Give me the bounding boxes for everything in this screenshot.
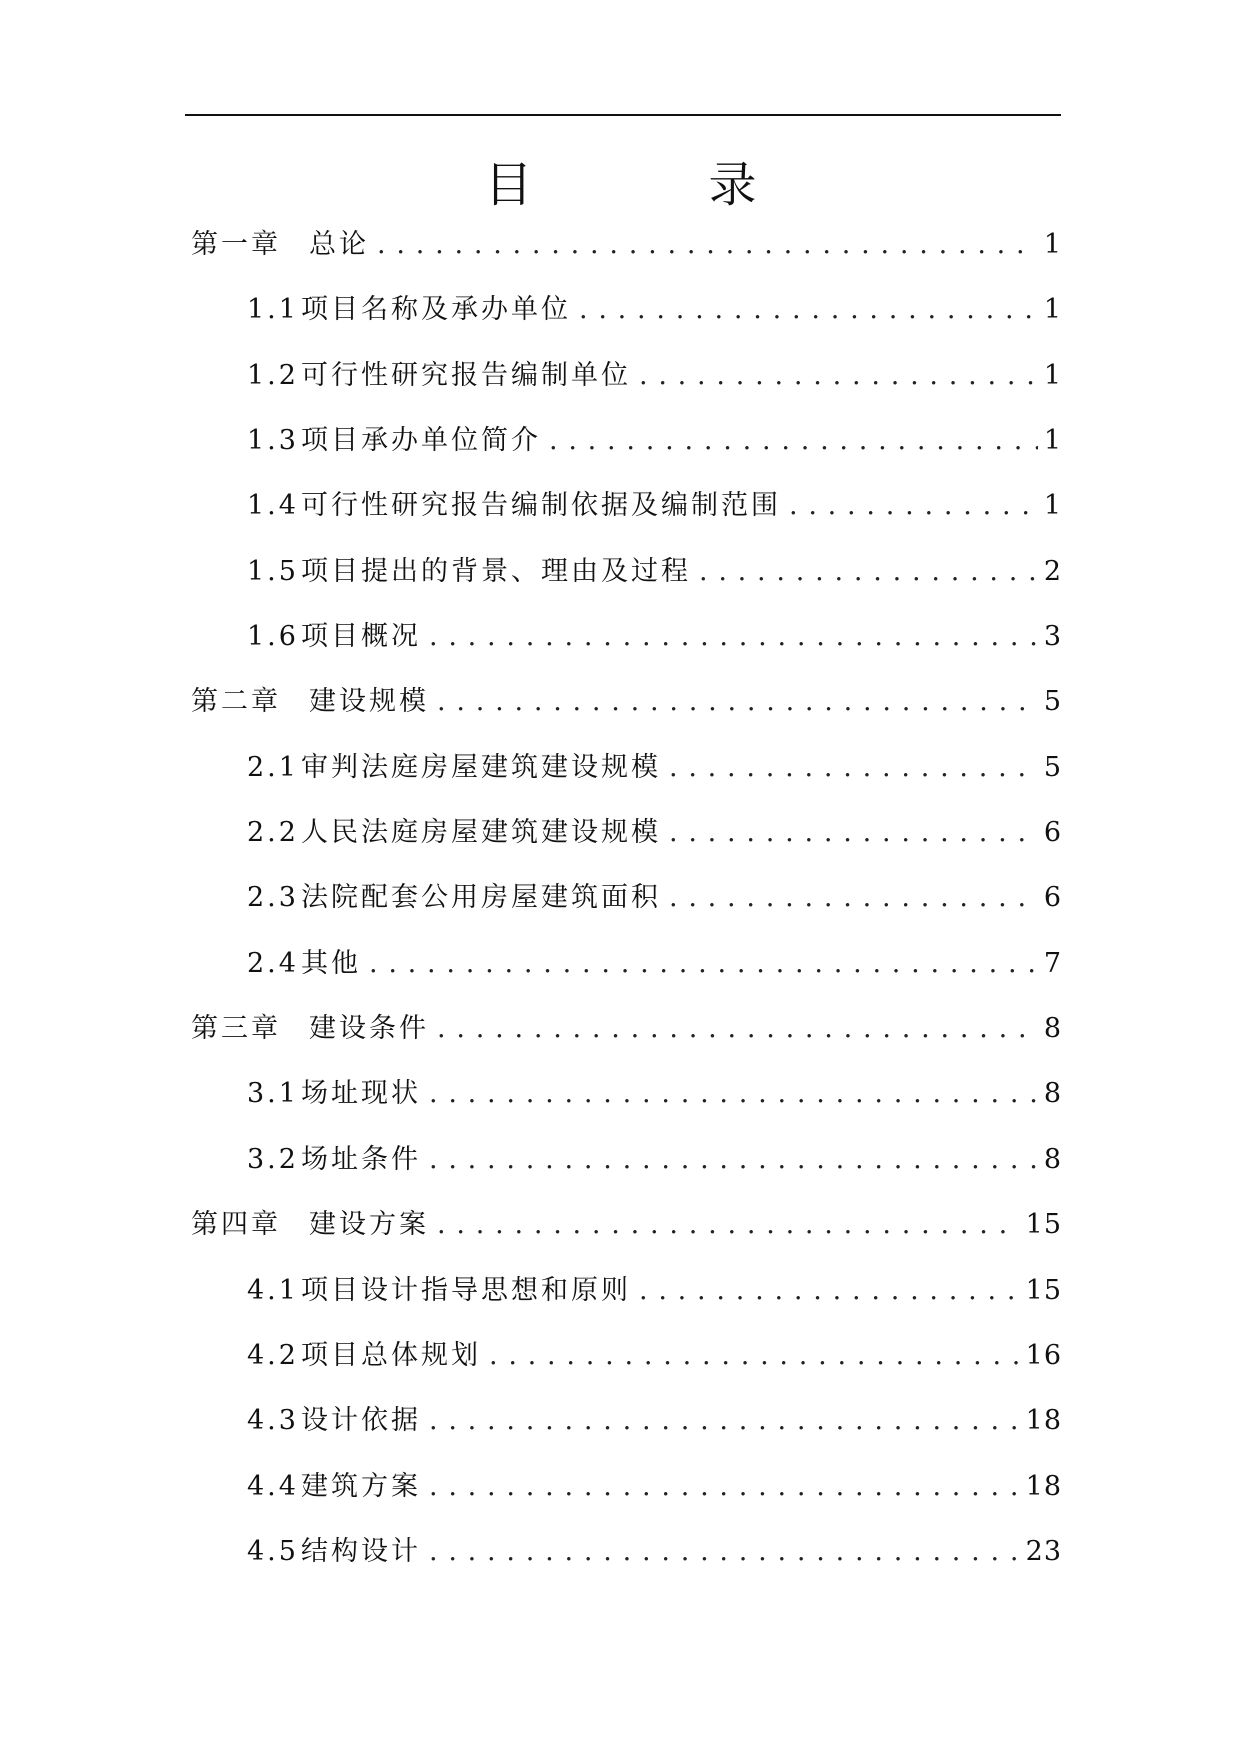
- section-title: 结构设计: [300, 1535, 421, 1567]
- section-title: 建筑方案: [300, 1470, 421, 1502]
- toc-entry-section-3-2[interactable]: [191, 1137, 1062, 1202]
- section-title: 场址条件: [300, 1143, 421, 1175]
- toc-entry-label: [247, 1333, 481, 1372]
- section-title: 审判法庭房屋建筑建设规模: [300, 751, 661, 783]
- toc-entry-section-4-3[interactable]: [191, 1398, 1062, 1463]
- page-number: 3: [1043, 621, 1062, 653]
- dot-leader: [789, 490, 1038, 521]
- page-number: 6: [1043, 882, 1062, 914]
- section-title: 项目提出的背景、理由及过程: [300, 555, 691, 587]
- toc-entry-chapter-1[interactable]: [191, 222, 1062, 287]
- page-number: 1: [1043, 229, 1062, 260]
- dot-leader: [639, 360, 1038, 391]
- dot-leader: [429, 1144, 1038, 1175]
- page-number: 1: [1043, 425, 1062, 457]
- section-title: 场址现状: [300, 1078, 421, 1110]
- chapter-number: 第三章: [191, 1013, 281, 1045]
- chapter-title: 总论: [309, 229, 369, 260]
- page-number: 1: [1043, 294, 1062, 326]
- toc-entry-chapter-4[interactable]: [191, 1202, 1062, 1267]
- dot-leader: [579, 294, 1038, 325]
- section-number: 3.2: [247, 1143, 299, 1175]
- toc-entry-label: [247, 549, 691, 588]
- dot-leader: [437, 686, 1038, 717]
- section-number: 4.1: [247, 1274, 299, 1306]
- section-number: 1.5: [247, 555, 299, 587]
- page-number: 1: [1043, 490, 1062, 522]
- toc-entry-label: [247, 875, 661, 914]
- page-number: 8: [1043, 1143, 1062, 1175]
- toc-entry-section-1-4[interactable]: [191, 483, 1062, 548]
- page-number: 15: [1025, 1274, 1062, 1306]
- toc-entry-label: [247, 353, 631, 392]
- toc-entry-section-1-6[interactable]: [191, 614, 1062, 679]
- dot-leader: [429, 1471, 1020, 1502]
- section-title: 可行性研究报告编制单位: [300, 359, 631, 391]
- page-title: 目 录: [484, 157, 821, 213]
- toc-entry-section-2-4[interactable]: [191, 941, 1062, 1006]
- page-number: 23: [1025, 1535, 1062, 1567]
- chapter-number: 第二章: [191, 686, 281, 718]
- section-title: 法院配套公用房屋建筑面积: [300, 882, 661, 914]
- page-number: 2: [1043, 555, 1062, 587]
- toc-entry-label: [247, 287, 571, 326]
- toc-entry-label: [247, 1268, 631, 1307]
- dot-leader: [429, 1536, 1020, 1567]
- section-title: 项目设计指导思想和原则: [300, 1274, 631, 1306]
- dot-leader: [669, 752, 1038, 783]
- toc-entry-chapter-3[interactable]: [191, 1006, 1062, 1071]
- section-number: 1.1: [247, 294, 299, 326]
- page-number: 6: [1043, 817, 1062, 849]
- toc-entry-section-4-5[interactable]: [191, 1529, 1062, 1594]
- section-number: 1.6: [247, 621, 299, 653]
- section-number: 4.2: [247, 1339, 299, 1371]
- table-of-contents: [191, 222, 1062, 1594]
- page-number: 15: [1025, 1209, 1062, 1241]
- toc-entry-section-4-4[interactable]: [191, 1464, 1062, 1529]
- section-number: 4.3: [247, 1405, 299, 1437]
- toc-entry-label: [247, 1137, 421, 1176]
- toc-entry-section-2-3[interactable]: [191, 875, 1062, 940]
- toc-entry-label: [247, 614, 421, 653]
- dot-leader: [669, 817, 1038, 848]
- toc-entry-section-4-2[interactable]: [191, 1333, 1062, 1398]
- toc-entry-label: [247, 1071, 421, 1110]
- section-number: 1.2: [247, 359, 299, 391]
- section-title: 项目概况: [300, 621, 421, 653]
- toc-entry-label: [247, 745, 661, 784]
- page-number: 5: [1043, 751, 1062, 783]
- dot-leader: [489, 1340, 1020, 1371]
- dot-leader: [639, 1275, 1020, 1306]
- page-number: 18: [1025, 1405, 1062, 1437]
- toc-entry-section-1-3[interactable]: [191, 418, 1062, 483]
- dot-leader: [429, 1405, 1020, 1436]
- page-number: 8: [1043, 1078, 1062, 1110]
- dot-leader: [437, 1013, 1038, 1044]
- toc-entry-label: [191, 222, 369, 261]
- section-title: 设计依据: [300, 1405, 421, 1437]
- page-number: 8: [1043, 1013, 1062, 1045]
- section-number: 4.4: [247, 1470, 299, 1502]
- toc-entry-label: [247, 418, 541, 457]
- toc-entry-section-2-2[interactable]: [191, 810, 1062, 875]
- section-number: 3.1: [247, 1078, 299, 1110]
- dot-leader: [429, 621, 1038, 652]
- dot-leader: [429, 1078, 1038, 1109]
- page-number: 18: [1025, 1470, 1062, 1502]
- toc-entry-section-4-1[interactable]: [191, 1268, 1062, 1333]
- toc-entry-label: [247, 1464, 421, 1503]
- toc-entry-section-2-1[interactable]: [191, 745, 1062, 810]
- toc-entry-label: [247, 483, 781, 522]
- toc-entry-label: [247, 810, 661, 849]
- section-title: 项目承办单位简介: [300, 425, 541, 457]
- section-number: 4.5: [247, 1535, 299, 1567]
- page-number: 16: [1025, 1339, 1062, 1371]
- section-title: 项目名称及承办单位: [300, 294, 571, 326]
- page-number: 7: [1043, 947, 1062, 979]
- chapter-number: 第四章: [191, 1209, 281, 1241]
- toc-entry-label: [247, 941, 361, 980]
- header-rule: [185, 114, 1061, 116]
- toc-entry-label: [247, 1398, 421, 1437]
- dot-leader: [699, 556, 1038, 587]
- section-number: 2.2: [247, 817, 299, 849]
- section-number: 2.3: [247, 882, 299, 914]
- section-number: 2.1: [247, 751, 299, 783]
- section-number: 1.3: [247, 425, 299, 457]
- chapter-title: 建设规模: [309, 686, 429, 718]
- section-title: 项目总体规划: [300, 1339, 481, 1371]
- dot-leader: [549, 425, 1038, 456]
- chapter-title: 建设方案: [309, 1209, 429, 1241]
- page-number: 5: [1043, 686, 1062, 718]
- section-number: 2.4: [247, 947, 299, 979]
- page-number: 1: [1043, 359, 1062, 391]
- section-title: 可行性研究报告编制依据及编制范围: [300, 490, 781, 522]
- dot-leader: [437, 1209, 1020, 1240]
- toc-entry-section-1-2[interactable]: [191, 353, 1062, 418]
- dot-leader: [669, 882, 1038, 913]
- chapter-number: 第一章: [191, 229, 281, 260]
- toc-entry-label: [247, 1529, 421, 1568]
- dot-leader: [369, 948, 1038, 979]
- section-number: 1.4: [247, 490, 299, 522]
- toc-entry-section-3-1[interactable]: [191, 1071, 1062, 1136]
- toc-entry-section-1-1[interactable]: [191, 287, 1062, 352]
- section-title: 其他: [300, 947, 361, 979]
- dot-leader: [377, 229, 1038, 260]
- toc-entry-label: [191, 1006, 429, 1045]
- toc-entry-label: [191, 1202, 429, 1241]
- toc-entry-label: [191, 679, 429, 718]
- chapter-title: 建设条件: [309, 1013, 429, 1045]
- toc-entry-chapter-2[interactable]: [191, 679, 1062, 744]
- section-title: 人民法庭房屋建筑建设规模: [300, 817, 661, 849]
- toc-entry-section-1-5[interactable]: [191, 549, 1062, 614]
